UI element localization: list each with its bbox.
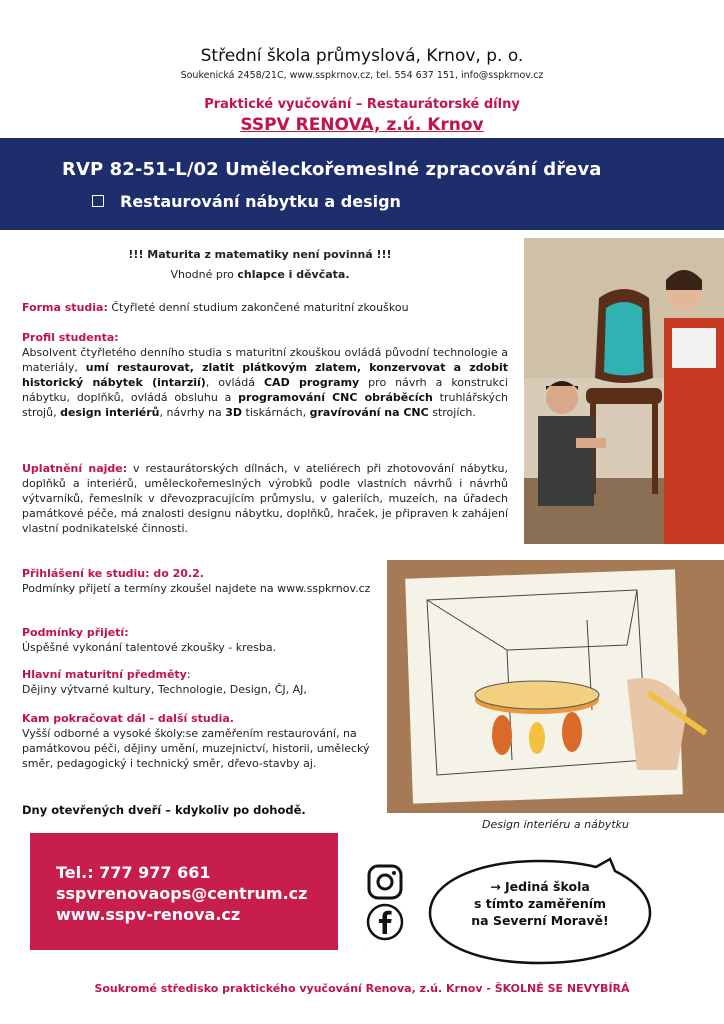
contact-email[interactable]: sspvrenovaops@centrum.cz bbox=[56, 884, 308, 903]
photo-caption: Design interiéru a nábytku bbox=[481, 818, 630, 831]
profile-bold-4: design interiérů bbox=[60, 406, 160, 419]
profile-text-1: Absolvent čtyřletého denního studia s maturitní zkouškou ovládá původní technologie a materiály, bbox=[22, 346, 508, 374]
facebook-icon[interactable] bbox=[365, 902, 405, 942]
profile-bold-2: CAD programy bbox=[263, 376, 360, 389]
application-text: Podmínky přijetí a termíny zkoušel najdete na www.sspkrnov.cz bbox=[22, 582, 371, 595]
contact-phone[interactable]: Tel.: 777 977 661 bbox=[56, 863, 211, 882]
admission-text: Úspěšné vykonání talentové zkoušky - kresba. bbox=[22, 641, 277, 654]
maturita-note: !!! Maturita z matematiky není povinná !!! bbox=[128, 248, 392, 261]
profile-text-7: strojích. bbox=[428, 406, 476, 419]
instagram-icon[interactable] bbox=[365, 862, 405, 902]
student-profile bbox=[22, 330, 508, 420]
bubble-line-1: → Jediná škola bbox=[490, 879, 590, 894]
study-form bbox=[22, 300, 508, 315]
bubble-line-2: s tímto zaměřením bbox=[473, 896, 607, 911]
interior-design-sketch-photo bbox=[387, 560, 724, 813]
specialization-title: Restaurování nábytku a design bbox=[120, 192, 401, 211]
bubble-text bbox=[440, 878, 640, 929]
further-study bbox=[22, 711, 377, 771]
profile-bold-3: programování CNC obráběcích bbox=[238, 391, 433, 404]
admission-label: Podmínky přijetí: bbox=[22, 626, 129, 639]
exam-subjects-colon: : bbox=[186, 668, 191, 681]
profile-bold-5: 3D bbox=[225, 406, 243, 419]
organization-name: SSPV RENOVA, z.ú. Krnov bbox=[240, 115, 484, 135]
student-profile-label: Profil studenta: bbox=[22, 331, 119, 344]
further-study-label: Kam pokračovat dál - další studia. bbox=[22, 712, 234, 725]
admission-conditions bbox=[22, 625, 372, 655]
career-options-text: v restaurátorských dílnách, v ateliérech při zhotovování nábytku, doplňků a interiérů, uměleckořemeslných výrobků podle vlastních návrhů i návrhů výtvarníků, řemeslník v dřevozpracujícím průmyslu, v galeriích, muzeích, na úřadech památkové péče, má znalosti designu nábytku, doplňků, hraček, je připraven k zahájení vlastní podnikatelské činnosti. bbox=[22, 462, 508, 535]
checkbox-bullet-icon bbox=[92, 195, 104, 207]
profile-text-4: truhlářských strojů, bbox=[22, 391, 508, 419]
study-form-text: Čtyřleté denní studium zakončené maturitní zkouškou bbox=[107, 301, 409, 314]
study-form-label: Forma studia: bbox=[22, 301, 108, 314]
open-days: Dny otevřených dveří – kdykoliv po dohodě. bbox=[22, 803, 306, 817]
profile-bold-1: umí restaurovat, zlatit plátkovým zlatem, konzervovat a zdobit historický nábytek (intarzií) bbox=[22, 361, 508, 389]
career-options-label: Uplatnění najde: bbox=[22, 462, 128, 475]
application bbox=[22, 566, 372, 596]
school-address: Soukenická 2458/21C, www.sspkrnov.cz, tel. 554 637 151, info@sspkrnov.cz bbox=[180, 70, 544, 81]
profile-text-3: pro návrh a konstrukci nábytku, doplňků, ovládá obsluhu a bbox=[22, 376, 509, 404]
further-study-text: Vyšší odborné a vysoké školy:se zaměřením restaurování, na památkovou péči, dějiny umění, muzejnictví, historii, umělecký směr, pedagogický i technický směr, dřevo-stavby aj. bbox=[22, 727, 370, 770]
suitable-bold: chlapce i děvčata. bbox=[237, 268, 350, 281]
suitable-note bbox=[0, 268, 520, 281]
profile-bold-6: gravírování na CNC bbox=[309, 406, 429, 419]
restoration-workshop-photo bbox=[524, 238, 724, 544]
application-label: Přihlášení ke studiu: do 20.2. bbox=[22, 567, 204, 580]
profile-text-2: , ovládá bbox=[205, 376, 264, 389]
practical-training-subtitle: Praktické vyučování – Restaurátorské dílny bbox=[204, 97, 520, 112]
school-name: Střední škola průmyslová, Krnov, p. o. bbox=[200, 46, 524, 66]
exam-subjects bbox=[22, 667, 372, 697]
program-banner bbox=[0, 138, 724, 230]
career-options bbox=[22, 461, 508, 536]
profile-text-6: tiskárnách, bbox=[242, 406, 310, 419]
exam-subjects-label: Hlavní maturitní předměty bbox=[22, 668, 187, 681]
profile-text-5: , návrhy na bbox=[159, 406, 226, 419]
contact-website[interactable]: www.sspv-renova.cz bbox=[56, 905, 241, 924]
bubble-line-3: na Severní Moravě! bbox=[471, 913, 609, 928]
exam-subjects-text: Dějiny výtvarné kultury, Technologie, Design, ČJ, AJ, bbox=[22, 683, 307, 696]
program-title: RVP 82-51-L/02 Uměleckořemeslné zpracování dřeva bbox=[62, 159, 602, 180]
footer-note: Soukromé středisko praktického vyučování Renova, z.ú. Krnov - ŠKOLNÉ SE NEVYBÍRÁ bbox=[94, 982, 630, 995]
suitable-prefix: Vhodné pro bbox=[170, 268, 238, 281]
